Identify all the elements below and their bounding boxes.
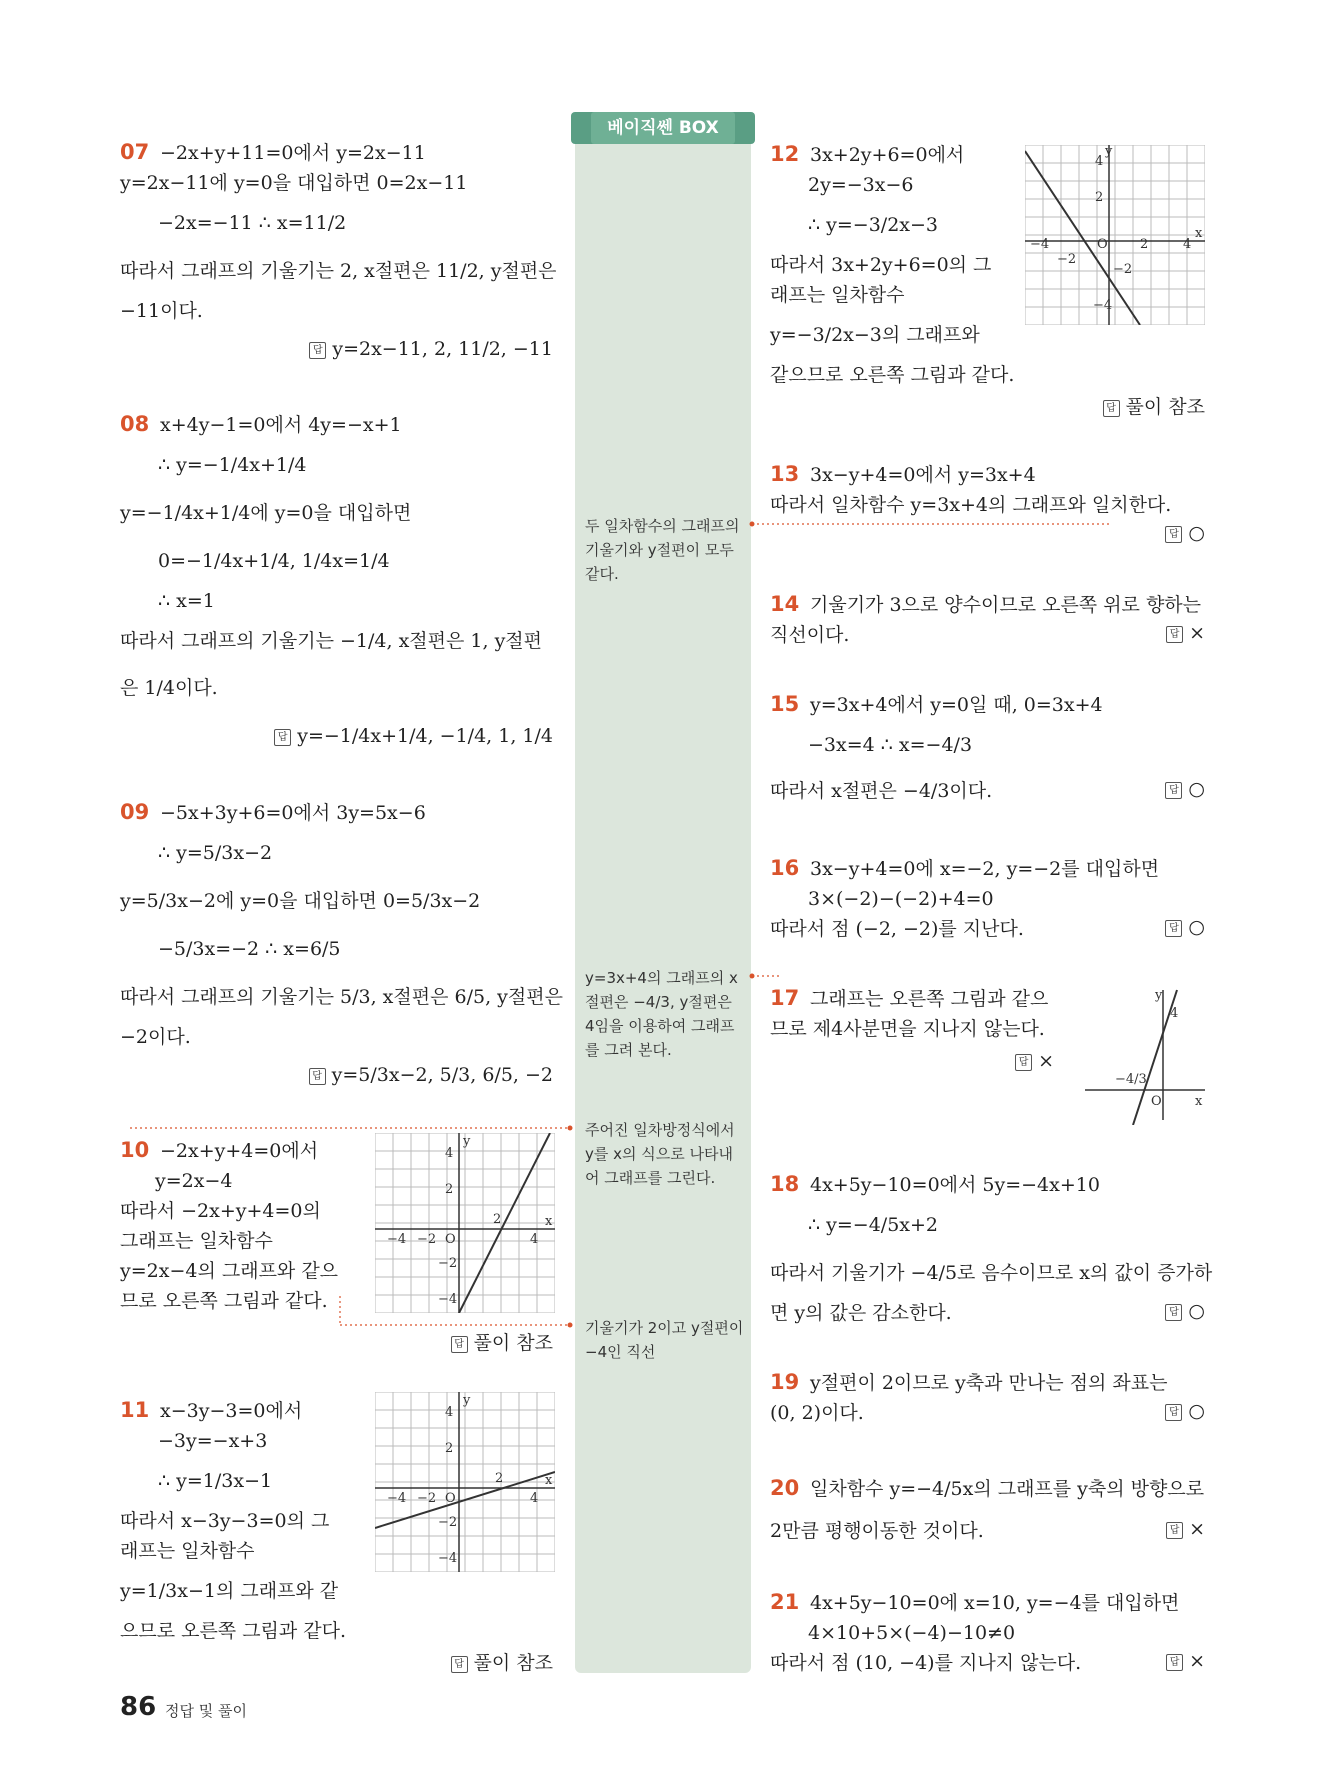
p12-line1: 3x+2y+6=0에서 [810,144,965,166]
problem-20-number: 20 [770,1476,800,1500]
tick-label: 4 [445,1146,454,1161]
p10-line3: 따라서 −2x+y+4=0의 [120,1200,321,1222]
p12-line6: y=−3/2x−3의 그래프와 [770,324,980,346]
p08-line7: 은 1/4이다. [120,677,218,699]
answer-icon: 답 [451,1656,468,1673]
answer-icon: 답 [309,1068,326,1085]
tick-label: 2 [1140,237,1149,252]
p17-line2: 므로 제4사분면을 지나지 않는다. [770,1018,1045,1040]
answer-icon: 답 [309,342,326,359]
origin-label: O [1151,1094,1162,1109]
tick-label: −2 [1057,252,1077,267]
p09-line4: −5/3x=−2 ∴ x=6/5 [158,938,341,960]
p07-line5: −11이다. [120,300,203,322]
p11-line3: ∴ y=1/3x−1 [158,1470,273,1492]
tick-label: −2 [1113,262,1133,277]
p07-line2: y=2x−11에 y=0을 대입하면 0=2x−11 [120,172,468,194]
tick-label: 2 [445,1441,454,1456]
problem-09-number: 09 [120,800,150,824]
axis-label: x [1195,1094,1203,1109]
p18-answer: 답 ○ [1165,1300,1205,1322]
p09-line3: y=5/3x−2에 y=0을 대입하면 0=5/3x−2 [120,890,481,912]
p17-line1: 그래프는 오른쪽 그림과 같으 [810,988,1049,1010]
p08-line2: ∴ y=−1/4x+1/4 [158,454,307,476]
p12-line5: 래프는 일차함수 [770,284,905,306]
p10-line5: y=2x−4의 그래프와 같으 [120,1260,339,1282]
tick-label: −4 [387,1491,407,1506]
tick-label: −2 [417,1232,437,1247]
note-10b: 기울기가 2이고 y절편이 −4인 직선 [585,1319,744,1361]
p15-line1: y=3x+4에서 y=0일 때, 0=3x+4 [810,694,1103,716]
answer-icon: 답 [1166,1522,1183,1539]
p19-line2: (0, 2)이다. [770,1402,864,1424]
origin-label: O [445,1232,456,1247]
p20-answer: 답 × [1166,1518,1205,1540]
p12-answer: 답 풀이 참조 [1103,392,1205,419]
p11-line4: 따라서 x−3y−3=0의 그 [120,1510,330,1532]
tick-label: 2 [493,1212,502,1227]
tick-label: 4 [445,1405,454,1420]
answer-icon: 답 [1165,782,1182,799]
problem-13-number: 13 [770,462,800,486]
note-10a: 주어진 일차방정식에서 y를 x의 식으로 나타내어 그래프를 그린다. [585,1121,735,1187]
answer-icon: 답 [274,729,291,746]
p14-answer: 답 × [1166,622,1205,644]
tick-label: 4 [1170,1006,1179,1021]
p18-line4: 면 y의 값은 감소한다. [770,1302,952,1324]
axis-label: y [1105,145,1113,159]
tick-label: −4/3 [1115,1072,1147,1087]
p16-line3: 따라서 점 (−2, −2)를 지난다. [770,918,1024,940]
tick-label: 2 [445,1182,454,1197]
problem-10-number: 10 [120,1138,150,1162]
tick-label: 4 [530,1232,539,1247]
p16-answer: 답 ○ [1165,916,1205,938]
tick-label: 4 [1183,237,1192,252]
p18-line2: ∴ y=−4/5x+2 [808,1214,939,1236]
tick-label: −4 [438,1551,458,1566]
p09-line6: −2이다. [120,1026,191,1048]
p08-answer: 답 y=−1/4x+1/4, −1/4, 1, 1/4 [274,725,553,747]
p10-line1: −2x+y+4=0에서 [160,1140,319,1162]
p07-line4: 따라서 그래프의 기울기는 2, x절편은 11/2, y절편은 [120,260,557,282]
p11-line2: −3y=−x+3 [158,1430,268,1452]
problem-17-number: 17 [770,986,800,1010]
tick-label: −2 [438,1256,458,1271]
p08-line5: ∴ x=1 [158,590,215,612]
problem-07-number: 07 [120,140,150,164]
graph-11 [375,1392,555,1572]
p07-line3: −2x=−11 ∴ x=11/2 [158,212,347,234]
p21-line3: 따라서 점 (10, −4)를 지나지 않는다. [770,1652,1082,1674]
problem-18-number: 18 [770,1172,800,1196]
p13-line1: 3x−y+4=0에서 y=3x+4 [810,464,1036,486]
tick-label: −2 [417,1491,437,1506]
tick-label: −4 [1030,237,1050,252]
p21-answer: 답 × [1166,1650,1205,1672]
p18-line1: 4x+5y−10=0에서 5y=−4x+10 [810,1174,1100,1196]
problem-14-number: 14 [770,592,800,616]
answer-icon: 답 [1166,1654,1183,1671]
note-13: 두 일차함수의 그래프의 기울기와 y절편이 모두 같다. [585,517,740,583]
graph-10 [375,1133,555,1313]
tick-label: −2 [438,1515,458,1530]
problem-11-number: 11 [120,1398,150,1422]
tick-label: 2 [1095,190,1104,205]
p11-line7: 으므로 오른쪽 그림과 같다. [120,1620,347,1642]
axis-label: x [545,1214,553,1229]
p21-line2: 4×10+5×(−4)−10≠0 [808,1622,1016,1644]
axis-label: x [545,1473,553,1488]
problem-12-number: 12 [770,142,800,166]
graph-17 [1085,985,1210,1125]
tick-label: 4 [1095,154,1104,169]
p16-line1: 3x−y+4=0에 x=−2, y=−2를 대입하면 [810,858,1160,880]
box-title: 베이직쎈 BOX [571,112,755,144]
p10-answer: 답 풀이 참조 [451,1328,553,1355]
p12-line2: 2y=−3x−6 [808,174,914,196]
page-number: 86 [120,1692,157,1722]
problem-19-number: 19 [770,1370,800,1394]
p08-line1: x+4y−1=0에서 4y=−x+1 [160,414,402,436]
p10-line4: 그래프는 일차함수 [120,1230,273,1252]
origin-label: O [1097,237,1108,252]
p21-line1: 4x+5y−10=0에 x=10, y=−4를 대입하면 [810,1592,1180,1614]
p13-answer: 답 ○ [1165,522,1205,544]
p10-line2: y=2x−4 [155,1170,233,1192]
problem-15-number: 15 [770,692,800,716]
p12-line7: 같으므로 오른쪽 그림과 같다. [770,364,1015,386]
origin-label: O [445,1491,456,1506]
p15-line3: 따라서 x절편은 −4/3이다. [770,780,993,802]
axis-label: y [463,1393,471,1408]
p09-line1: −5x+3y+6=0에서 3y=5x−6 [160,802,426,824]
p11-line5: 래프는 일차함수 [120,1540,255,1562]
graph-12 [1025,145,1205,325]
p17-answer: 답 × [1015,1050,1054,1072]
p13-line2: 따라서 일차함수 y=3x+4의 그래프와 일치한다. [770,494,1172,516]
p19-answer: 답 ○ [1165,1400,1205,1422]
p10-line6: 므로 오른쪽 그림과 같다. [120,1290,328,1312]
p12-line3: ∴ y=−3/2x−3 [808,214,939,236]
p15-line2: −3x=4 ∴ x=−4/3 [808,734,973,756]
axis-label: y [463,1134,471,1149]
tick-label: −4 [438,1292,458,1307]
p11-answer: 답 풀이 참조 [451,1648,553,1675]
answer-icon: 답 [1015,1054,1032,1071]
answer-icon: 답 [1165,526,1182,543]
answer-icon: 답 [1166,626,1183,643]
p11-line6: y=1/3x−1의 그래프와 같 [120,1580,339,1602]
p20-line1: 일차함수 y=−4/5x의 그래프를 y축의 방향으로 [810,1478,1205,1500]
tick-label: 2 [495,1471,504,1486]
footer-title: 정답 및 풀이 [165,1702,247,1720]
axis-label: x [1195,226,1203,241]
p18-line3: 따라서 기울기가 −4/5로 음수이므로 x의 값이 증가하 [770,1262,1213,1284]
tick-label: −4 [387,1232,407,1247]
p09-answer: 답 y=5/3x−2, 5/3, 6/5, −2 [309,1064,553,1086]
p11-line1: x−3y−3=0에서 [160,1400,303,1422]
answer-icon: 답 [451,1336,468,1353]
p09-line2: ∴ y=5/3x−2 [158,842,273,864]
note-17: y=3x+4의 그래프의 x절편은 −4/3, y절편은 4임을 이용하여 그래프를 그려 본다. [585,969,738,1059]
answer-icon: 답 [1165,1404,1182,1421]
p14-line2: 직선이다. [770,624,850,646]
problem-21-number: 21 [770,1590,800,1614]
p08-line6: 따라서 그래프의 기울기는 −1/4, x절편은 1, y절편 [120,630,543,652]
p08-line3: y=−1/4x+1/4에 y=0을 대입하면 [120,502,412,524]
p14-line1: 기울기가 3으로 양수이므로 오른쪽 위로 향하는 [810,594,1202,616]
p07-answer: 답 y=2x−11, 2, 11/2, −11 [309,338,553,360]
axis-label: y [1155,988,1163,1003]
p15-answer: 답 ○ [1165,778,1205,800]
answer-icon: 답 [1165,920,1182,937]
p09-line5: 따라서 그래프의 기울기는 5/3, x절편은 6/5, y절편은 [120,986,563,1008]
p16-line2: 3×(−2)−(−2)+4=0 [808,888,994,910]
p12-line4: 따라서 3x+2y+6=0의 그 [770,254,992,276]
p20-line2: 2만큼 평행이동한 것이다. [770,1520,984,1542]
tick-label: 4 [530,1491,539,1506]
answer-icon: 답 [1103,400,1120,417]
tick-label: −4 [1093,298,1113,313]
p08-line4: 0=−1/4x+1/4, 1/4x=1/4 [158,550,390,572]
answer-icon: 답 [1165,1304,1182,1321]
p19-line1: y절편이 2이므로 y축과 만나는 점의 좌표는 [810,1372,1168,1394]
problem-08-number: 08 [120,412,150,436]
problem-16-number: 16 [770,856,800,880]
p07-line1: −2x+y+11=0에서 y=2x−11 [160,142,426,164]
